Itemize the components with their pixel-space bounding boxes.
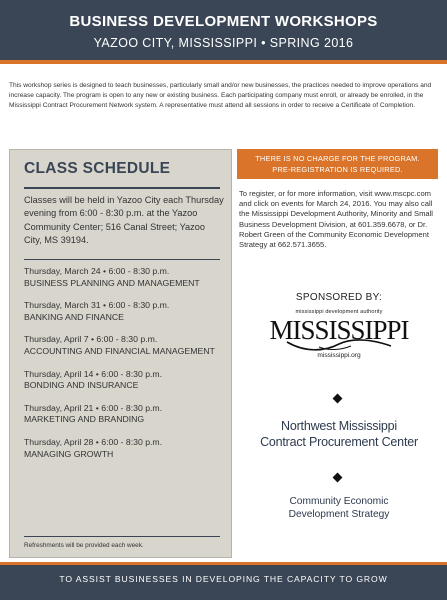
page-subtitle: YAZOO CITY, MISSISSIPPI • SPRING 2016 [93, 36, 354, 50]
nw-mississippi-procurement-center [239, 418, 439, 450]
header-accent-bar [0, 60, 447, 64]
session-date: Thursday, April 21 • 6:00 - 8:30 p.m. [24, 402, 163, 413]
mda-tagline: mississippi development authority [295, 309, 383, 315]
session-topic: BUSINESS PLANNING AND MANAGEMENT [24, 277, 200, 288]
diamond-separator-icon [333, 394, 343, 404]
nw-line: Contract Procurement Center [260, 435, 418, 449]
session-date: Thursday, March 31 • 6:00 - 8:30 p.m. [24, 300, 170, 311]
sponsored-by-heading: SPONSORED BY: [295, 292, 383, 303]
session-date: Thursday, April 7 • 6:00 - 8:30 p.m. [24, 334, 158, 345]
class-schedule-title: CLASS SCHEDULE [24, 160, 171, 177]
footer-banner [0, 562, 447, 600]
session-item [24, 334, 229, 357]
session-topic: MARKETING AND BRANDING [24, 414, 145, 425]
session-item [24, 300, 229, 323]
ced-line: Development Strategy [288, 509, 390, 520]
registration-info: To register, or for more information, visit www.mscpc.com and click on events for March 24, 2016. You may also call the Mississippi Development Authority, Minority and Small Business Development Division, at 601.359.6678, or Dr. Robert Green of the Community Economic Development Strategy at 662.571.3655. [239, 189, 433, 250]
header-banner [0, 0, 447, 64]
intro-paragraph: This workshop series is designed to teach businesses, particularly small and/or new businesses, the practices needed to improve operations and increase capacity. The program is open to any new or existing business. Each participating company must enroll, or already be enrolled, in the Mississippi Contract Procurement Network system. A representative must attend all sessions in order to receive a Certificate of Completion. [9, 82, 432, 109]
schedule-divider [24, 187, 220, 189]
diamond-separator-icon [333, 473, 343, 483]
footer-tagline: TO ASSIST BUSINESSES IN DEVELOPING THE CAPACITY TO GROW [59, 574, 388, 584]
session-list [24, 266, 229, 471]
mda-url: mississippi.org [317, 352, 361, 359]
page-title: BUSINESS DEVELOPMENT WORKSHOPS [69, 13, 378, 30]
class-schedule-panel [9, 149, 232, 558]
session-date: Thursday, April 28 • 6:00 - 8:30 p.m. [24, 436, 163, 447]
session-item [24, 266, 229, 289]
notice-line: THERE IS NO CHARGE FOR THE PROGRAM. [255, 154, 420, 163]
schedule-divider [24, 536, 220, 537]
no-charge-notice [237, 149, 438, 179]
session-topic: BANKING AND FINANCE [24, 311, 124, 322]
schedule-intro: Classes will be held in Yazoo City each Thursday evening from 6:00 - 8:30 p.m. at the Yazoo Community Center; 516 Canal Street; Yazoo City, MS 39194. [24, 195, 224, 246]
session-date: Thursday, April 14 • 6:00 - 8:30 p.m. [24, 368, 163, 379]
notice-line: PRE-REGISTRATION IS REQUIRED. [272, 165, 403, 174]
session-topic: BONDING AND INSURANCE [24, 380, 139, 391]
schedule-divider [24, 259, 220, 260]
session-item [24, 369, 229, 392]
mda-logo: MISSISSIPPI [269, 315, 409, 345]
footer-accent-bar [0, 562, 447, 565]
nw-line: Northwest Mississippi [281, 419, 397, 433]
session-item [24, 403, 229, 426]
session-date: Thursday, March 24 • 6:00 - 8:30 p.m. [24, 266, 170, 276]
session-topic: MANAGING GROWTH [24, 448, 114, 459]
ced-line: Community Economic [289, 496, 389, 507]
community-economic-development-strategy [239, 495, 439, 521]
session-topic: ACCOUNTING AND FINANCIAL MANAGEMENT [24, 345, 215, 356]
session-item [24, 437, 229, 460]
refreshments-note: Refreshments will be provided each week. [24, 542, 144, 549]
mda-logo-block [239, 309, 439, 359]
